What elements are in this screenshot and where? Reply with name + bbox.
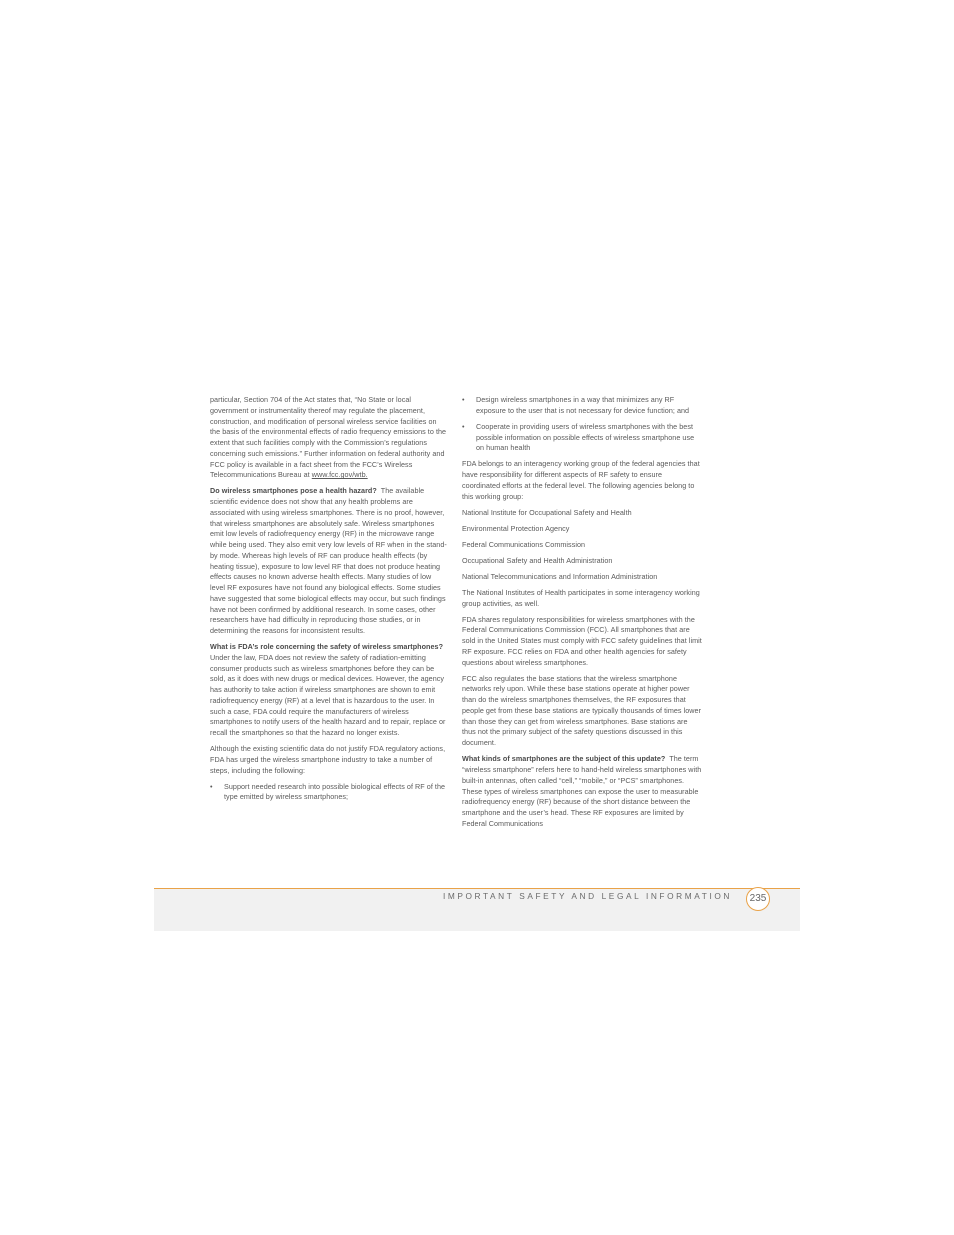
paragraph-although: Although the existing scientific data do not justify FDA regulatory actions, FDA has urged the wireless smartphone industry to take a number of steps, including the following:: [210, 744, 446, 775]
section-title: IMPORTANT SAFETY AND LEGAL INFORMATION: [442, 891, 732, 901]
list-item: • Support needed research into possible biological effects of RF of the type emitted by wireless smartphones;: [210, 782, 448, 804]
question-heading: Do wireless smartphones pose a health hazard?: [210, 486, 377, 496]
page-footer: [154, 888, 800, 931]
paragraph-working-group: FDA belongs to an interagency working group of the federal agencies that have responsibility for different aspects of RF safety to ensure coordinated efforts at the federal level. The following agencies belong to this working group:: [462, 459, 700, 501]
page-number-badge: 235: [746, 887, 770, 911]
question-heading: What kinds of smartphones are the subject of this update?: [462, 754, 666, 764]
question-fda-role: [210, 642, 448, 739]
agency-item: Environmental Protection Agency: [462, 523, 570, 533]
list-item: • Design wireless smartphones in a way that minimizes any RF exposure to the user that is not necessary for device function; and: [462, 395, 702, 417]
paragraph-section-704: particular, Section 704 of the Act states that, “No State or local government or instrumentality thereof may regulate the placement, construction, and modification of personal wireless service facilities on the basis of the environmental effects of radio frequency emissions to the extent that such facilities comply with the Commission’s regulations concerning such emissions.” Further information on federal authority and FCC policy is available in a fact sheet from the FCC’s Wireless Telecommunications Bureau at www.fcc.gov/wtb.: [210, 395, 447, 480]
list-item: • Cooperate in providing users of wireless smartphones with the best possible information on possible effects of wireless smartphone use on human health: [462, 422, 702, 454]
question-body: The term “wireless smartphone” refers here to hand-held wireless smartphones with built-in antennas, often called “cell,” “mobile,” or “PCS” smartphones. These types of wireless smartphones can expose the user to measurable radiofrequency energy (RF) because of the short distance between the smartphone and the user’s head. These RF exposures are limited by Federal Communications: [462, 754, 702, 828]
paragraph-fcc-base-stations: FCC also regulates the base stations that the wireless smartphone networks rely upon. While these base stations operate at higher power than do the wireless smartphones themselves, the RF exposures that people get from these base stations are typically thousands of times lower than those they can get from wireless smartphones. Base stations are thus not the primary subject of the safety questions discussed in this document.: [462, 673, 702, 748]
question-smartphone-kinds: [462, 754, 702, 829]
question-heading: What is FDA’s role concerning the safety of wireless smartphones?: [210, 642, 444, 652]
question-body: Under the law, FDA does not review the safety of radiation-emitting consumer products such as wireless smartphones before they can be sold, as it does with new drugs or medical devices. However, the agency has authority to take action if wireless smartphones are shown to emit radiofrequency energy (RF) at a level that is hazardous to the user. In such a case, FDA could require the manufacturers of wireless smartphones to notify users of the health hazard and to repair, replace or recall the smartphones so that the hazard no longer exists.: [210, 652, 446, 738]
question-body: The available scientific evidence does not show that any health problems are associated with using wireless smartphones. There is no proof, however, that wireless smartphones are absolutely safe. Wireless smartphones emit low levels of radiofrequency energy (RF) in the microwave range while being used. They also emit very low levels of RF when in the stand-by mode. Whereas high levels of RF can produce health effects (by heating tissue), exposure to low level RF that does not produce heating effects causes no known adverse health effects. Many studies of low level RF exposures have not found any biological effects. Some studies have suggested that some biological effects may occur, but such findings have not been confirmed by additional research. In some cases, other researchers have had difficulty in reproducing those studies, or in determining the reasons for inconsistent results.: [210, 486, 447, 636]
paragraph-nih: The National Institutes of Health participates in some interagency working group activities, as well.: [462, 587, 700, 608]
agency-item: National Telecommunications and Information Administration: [462, 571, 658, 581]
right-column: [462, 395, 702, 835]
agency-item: Federal Communications Commission: [462, 539, 586, 549]
agency-item: National Institute for Occupational Safety and Health: [462, 507, 632, 517]
paragraph-fda-shares: FDA shares regulatory responsibilities for wireless smartphones with the Federal Communications Commission (FCC). All smartphones that are sold in the United States must comply with FCC safety guidelines that limit RF exposure. FCC relies on FDA and other health agencies for safety questions about wireless smartphones.: [462, 614, 702, 667]
left-column: [210, 395, 448, 808]
steps-list-right: [462, 395, 702, 454]
fcc-wtb-link[interactable]: www.fcc.gov/wtb.: [311, 470, 368, 480]
steps-list-left: [210, 782, 448, 804]
agency-item: Occupational Safety and Health Administration: [462, 555, 613, 565]
question-health-hazard: [210, 486, 448, 637]
